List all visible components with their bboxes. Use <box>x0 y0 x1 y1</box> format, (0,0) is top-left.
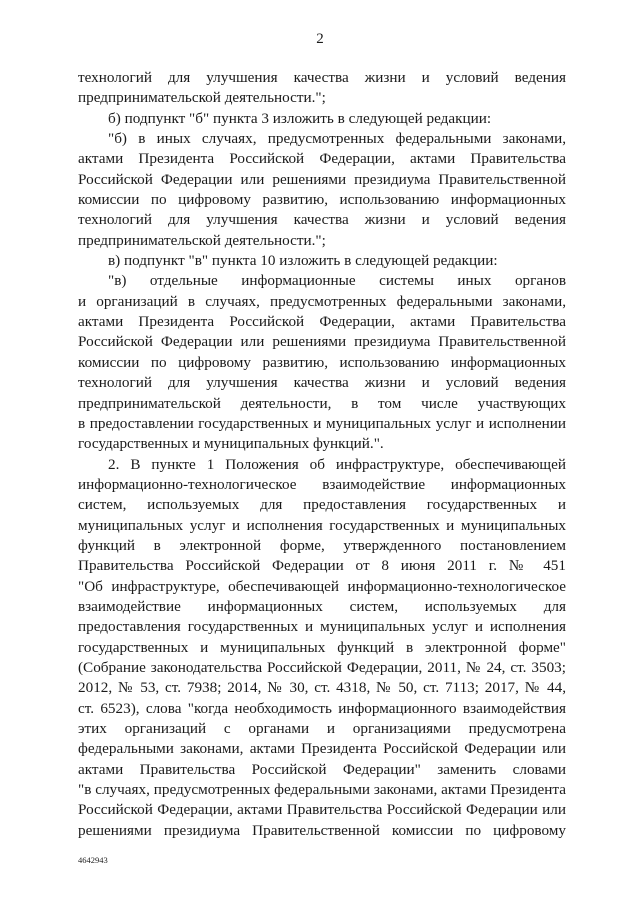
text-line: комиссии по цифровому развитию, использованию информационных <box>78 191 566 209</box>
text-line: систем, используемых для предоставления государственных и <box>78 496 566 514</box>
text-line: в) подпункт "в" пункта 10 изложить в следующей редакции: <box>108 252 498 270</box>
text-line: и организаций в случаях, предусмотренных федеральными законами, <box>78 292 566 310</box>
text-line: технологий для улучшения качества жизни и условий ведения <box>78 374 566 392</box>
page-number: 2 <box>316 31 324 47</box>
document-code: 4642943 <box>78 855 108 865</box>
text-line: актами Правительства Российской Федерации" заменить словами <box>78 760 566 778</box>
text-line: муниципальных услуг и исполнения государственных и муниципальных <box>78 516 566 534</box>
text-line: федеральными законами, актами Президента Российской Федерации или <box>78 740 566 758</box>
text-line: 2012, № 53, ст. 7938; 2014, № 30, ст. 4318, № 50, ст. 7113; 2017, № 44, <box>78 679 566 697</box>
text-line: Российской Федерации, актами Правительства Российской Федерации или <box>78 801 566 819</box>
text-line: этих организаций с органами и организациями предусмотрена <box>78 720 566 737</box>
text-line: предпринимательской деятельности."; <box>78 89 326 107</box>
text-line: Российской Федерации или решениями президиума Правительственной <box>78 170 566 188</box>
text-line: технологий для улучшения качества жизни и условий ведения <box>78 69 566 86</box>
text-line: взаимодействие информационных систем, используемых для <box>78 597 566 615</box>
text-line: (Собрание законодательства Российской Федерации, 2011, № 24, ст. 3503; <box>78 658 566 676</box>
text-line: Правительства Российской Федерации от 8 июня 2011 г. № 451 <box>78 557 566 575</box>
text-line: функций в электронной форме, утвержденного постановлением <box>78 536 566 554</box>
text-line: "в) отдельные информационные системы иных органов <box>108 272 566 290</box>
text-line: ст. 6523), слова "когда необходимость информационного взаимодействия <box>78 699 566 717</box>
text-line: в предоставлении государственных и муниципальных услуг и исполнении <box>78 414 566 432</box>
text-line: государственных и муниципальных функций.". <box>78 435 384 453</box>
text-line: Российской Федерации или решениями президиума Правительственной <box>78 333 566 351</box>
text-line: 2. В пункте 1 Положения об инфраструктуре, обеспечивающей <box>108 455 566 473</box>
text-line: актами Президента Российской Федерации, актами Правительства <box>78 150 566 168</box>
text-line: "Об инфраструктуре, обеспечивающей информационно-технологическое <box>78 577 566 595</box>
text-line: государственных и муниципальных функций в электронной форме" <box>78 638 566 656</box>
text-line: актами Президента Российской Федерации, актами Правительства <box>78 313 566 331</box>
text-line: б) подпункт "б" пункта 3 изложить в следующей редакции: <box>108 109 492 127</box>
text-line: предоставления государственных и муниципальных услуг и исполнения <box>78 618 566 636</box>
text-line: информационно-технологическое взаимодействие информационных <box>78 475 566 493</box>
text-line: предпринимательской деятельности."; <box>78 231 326 249</box>
text-line: технологий для улучшения качества жизни и условий ведения <box>78 211 566 229</box>
text-line: комиссии по цифровому развитию, использованию информационных <box>78 353 566 371</box>
text-line: "б) в иных случаях, предусмотренных федеральными законами, <box>108 130 566 148</box>
text-line: решениями президиума Правительственной комиссии по цифровому <box>78 821 566 839</box>
text-line: предпринимательской деятельности, в том числе участвующих <box>78 394 566 412</box>
text-line: "в случаях, предусмотренных федеральными законами, актами Президента <box>78 781 566 799</box>
document-body <box>78 68 566 841</box>
